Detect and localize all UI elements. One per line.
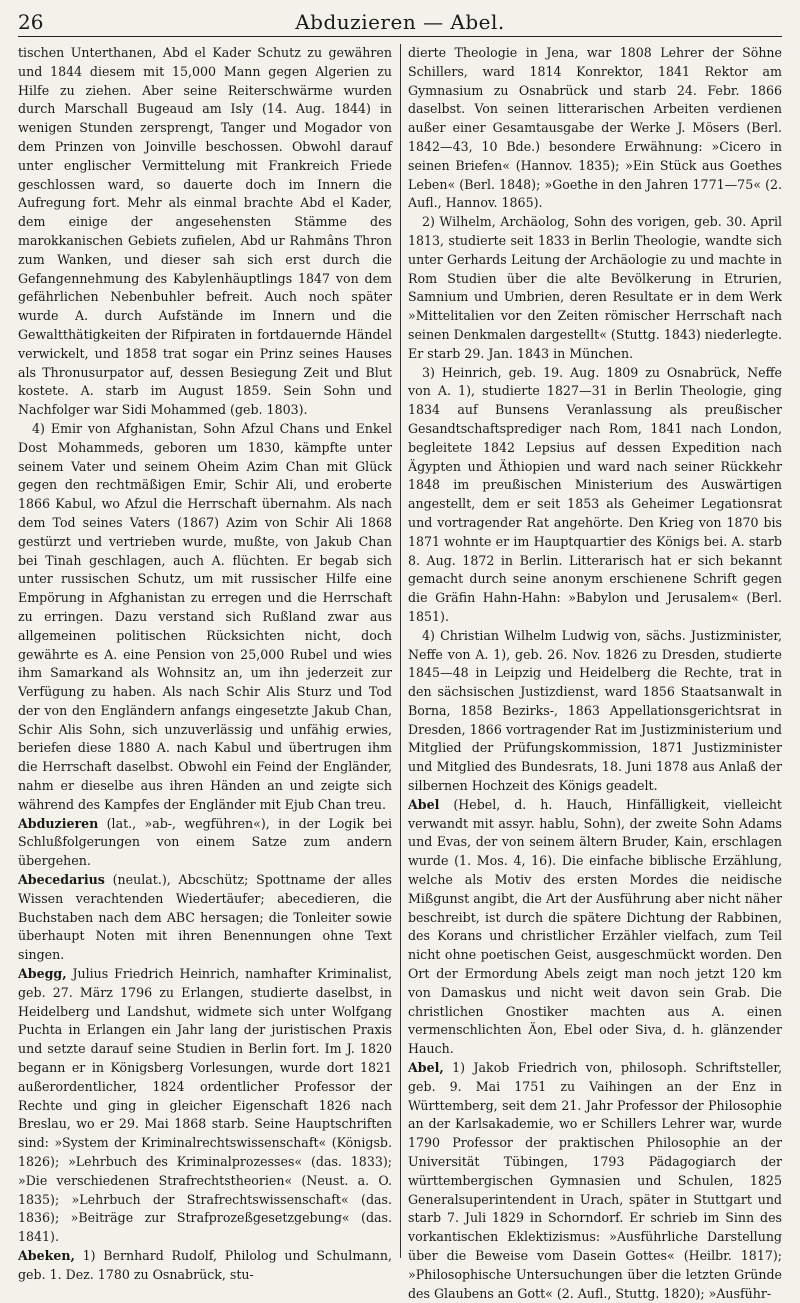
entry-headword: Abduzieren bbox=[18, 815, 99, 831]
running-head: Abduzieren — Abel. bbox=[295, 10, 505, 34]
entry-paragraph bbox=[408, 1059, 782, 1303]
entry-text: 1) Jakob Friedrich von, philosoph. Schriftsteller, geb. 9. Mai 1751 zu Vaihingen an der Enz in Württemberg, seit dem 21. Jahr Professor der Philosophie an der Karlsakademie, wo er Schillers Lehrer war, wurde 1790 Professor der praktischen Philosophie an der Universität Tübingen, 1793 Pädagogiarch der württembergischen Gymnasien und Schulen, 1825 Generalsuperintendent in Urach, später in Stuttgart und starb 7. Juli 1829 in Schorndorf. Er schrieb im Sinn des vorkantischen Eklektizismus: »Ausführliche Darstellung über die Beweise vom Dasein Gottes« (Heilbr. 1817); »Philosophische Untersuchungen über die letzten Gründe des Glaubens an Gott« (2. Aufl., Stuttg. 1820); »Ausführ- bbox=[408, 1060, 782, 1301]
entry-text: (neulat.), Abcschütz; Spottname der alles Wissen verachtenden Wiedertäufer; abecedieren, die Buchstaben nach dem ABC hersagen; die Tonleiter sowie überhaupt Noten mit ihren Benennungen ohne Text singen. bbox=[18, 872, 392, 963]
left-column bbox=[18, 44, 392, 1282]
entry-paragraph bbox=[408, 364, 782, 627]
entry-text: (lat., »ab-, wegführen«), in der Logik bei Schlußfolgerungen von einem Satze zum andern übergehen. bbox=[18, 815, 392, 869]
entry-headword: Abecedarius bbox=[18, 872, 105, 888]
entry-paragraph bbox=[18, 965, 392, 1247]
entry-paragraph bbox=[18, 815, 392, 871]
entry-paragraph bbox=[18, 871, 392, 965]
entry-text: 2) Wilhelm, Archäolog, Sohn des vorigen, geb. 30. April 1813, studierte seit 1833 in Berlin Theologie, wandte sich unter Gerhards Leitung der Archäologie zu und machte in Rom Studien über die alte Bevölkerung in Etrurien, Samnium und Umbrien, deren Resultate er in dem Werk »Mittelitalien vor den Zeiten römischer Herrschaft nach seinen Denkmalen dargestellt« (Stuttg. 1843) niederlegte. Er starb 29. Jan. 1843 in München. bbox=[408, 214, 782, 361]
entry-text: tischen Unterthanen, Abd el Kader Schutz zu gewähren und 1844 diesem mit 15,000 Mann gegen Algerien zu Hilfe zu ziehen. Aber seine Reiterschwärme wurden durch Marschall Bugeaud am Isly (14. Aug. 1844) in wenigen Stunden zersprengt, Tanger und Mogador von dem Prinzen von Joinville beschossen. Obwohl darauf unter englischer Vermittelung mit Frankreich Friede geschlossen ward, so dauerte doch im Innern die Aufregung fort. Mehr als einmal brachte Abd el Kader, dem einige der angesehensten Stämme des marokkanischen Gebiets zufielen, Abd ur Rahmâns Thron zum Wanken, und dieser sah sich erst durch die Gefangennehmung des Kabylenhäuptlings 1847 von dem gefährlichen Nebenbuhler befreit. Auch noch später wurde A. durch Aufstände im Innern und die Gewaltthätigkeiten der Rifpiraten in fortdauernde Händel verwickelt, und 1858 trat sogar ein Prinz seines Hauses als Thronusurpator auf, dessen Besiegung Zeit und Blut kostete. A. starb im August 1859. Sein Sohn und Nachfolger war Sidi Mohammed (geb. 1803). bbox=[18, 45, 392, 418]
right-column bbox=[408, 44, 782, 1301]
entry-paragraph bbox=[18, 1247, 392, 1285]
entry-text: dierte Theologie in Jena, war 1808 Lehrer der Söhne Schillers, ward 1814 Konrektor, 1841 Rektor am Gymnasium zu Osnabrück und starb 24. Febr. 1866 daselbst. Von seinen litterarischen Arbeiten verdienen außer einer Gesamtausgabe der Werke J. Mösers (Berl. 1842—43, 10 Bde.) besondere Erwähnung: »Cicero in seinen Briefen« (Hannov. 1835); »Ein Stück aus Goethes Leben« (Berl. 1848); »Goethe in den Jahren 1771—75« (2. Aufl., Hannov. 1865). bbox=[408, 45, 782, 211]
page-header bbox=[18, 6, 782, 37]
dictionary-page bbox=[18, 6, 782, 1301]
entry-text: 1) Bernhard Rudolf, Philolog und Schulmann, geb. 1. Dez. 1780 zu Osnabrück, stu- bbox=[18, 1248, 392, 1282]
entry-text: Julius Friedrich Heinrich, namhafter Kriminalist, geb. 27. März 1796 zu Erlangen, studierte daselbst, in Heidelberg und Landshut, widmete sich unter Wolfgang Puchta in Erlangen ein Jahr lang der juristischen Praxis und setzte darauf seine Studien in Berlin fort. Im J. 1820 begann er in Königsberg Vorlesungen, wurde dort 1821 außerordentlicher, 1824 ordentlicher Professor der Rechte und ging in gleicher Eigenschaft 1826 nach Breslau, wo er 29. Mai 1868 starb. Seine Hauptschriften sind: »System der Kriminalrechtswissenschaft« (Königsb. 1826); »Lehrbuch des Kriminalprozesses« (das. 1833); »Die verschiedenen Strafrechtstheorien« (Neust. a. O. 1835); »Lehrbuch der Strafrechtswissenschaft« (das. 1836); »Beiträge zur Strafprozeßgesetzgebung« (das. 1841). bbox=[18, 966, 392, 1245]
entry-text: 4) Emir von Afghanistan, Sohn Afzul Chans und Enkel Dost Mohammeds, geboren um 1830, kämpfte unter seinem Vater und seinem Oheim Azim Chan mit Glück gegen den rechtmäßigen Emir, Schir Ali, und eroberte 1866 Kabul, wo Afzul die Herrschaft übernahm. Als nach dem Tod seines Vaters (1867) Azim von Schir Ali 1868 gestürzt und vertrieben wurde, mußte, von Jakub Chan bei Tinah geschlagen, auch A. flüchten. Er begab sich unter russischen Schutz, um mit russischer Hilfe eine Empörung in Afghanistan zu erregen und die Herrschaft zu erringen. Dazu verstand sich Rußland zwar aus allgemeinen politischen Rücksichten nicht, doch gewährte es A. eine Pension von 25,000 Rubel und wies ihm Samarkand als Wohnsitz an, um ihn jederzeit zur Verfügung zu haben. Als nach Schir Alis Sturz und Tod der von den Engländern anfangs eingesetzte Jakub Chan, Schir Alis Sohn, sich unzuverlässig und unfähig erwies, beriefen diese 1880 A. nach Kabul und übertrugen ihm die Herrschaft daselbst. Obwohl ein Feind der Engländer, nahm er dieselbe aus ihren Händen an und zeigte sich während des Kampfes der Engländer mit Ejub Chan treu. bbox=[18, 420, 392, 812]
entry-headword: Abegg, bbox=[18, 966, 67, 982]
entry-paragraph bbox=[408, 796, 782, 1059]
entry-paragraph bbox=[18, 44, 392, 420]
entry-text: 4) Christian Wilhelm Ludwig von, sächs. Justizminister, Neffe von A. 1), geb. 26. Nov. 1826 zu Dresden, studierte 1845—48 in Leipzig und Heidelberg die Rechte, trat in den sächsischen Justizdienst, ward 1856 Staatsanwalt in Borna, 1858 Bezirks-, 1863 Appellationsgerichtsrat in Dresden, 1866 vortragender Rat im Justizministerium und Mitglied der Prüfungskommission, 1871 Justizminister und Mitglied des Bundesrats, 18. Juni 1878 aus Anlaß der silbernen Hochzeit des Königs geadelt. bbox=[408, 627, 782, 794]
entry-paragraph bbox=[408, 627, 782, 796]
entry-text: (Hebel, d. h. Hauch, Hinfälligkeit, vielleicht verwandt mit assyr. hablu, Sohn), der zweite Sohn Adams und Evas, der von seinem ältern Bruder, Kain, erschlagen wurde (1. Mos. 4, 16). Die einfache biblische Erzählung, welche als Motiv des ersten Mordes die neidische Mißgunst angibt, die Art der Ausführung aber nicht näher beschreibt, ist durch die spätere Dichtung der Rabbinen, des Korans und christlicher Erzähler vielfach, zum Teil nicht ohne poetischen Geist, ausgeschmückt worden. Den Ort der Ermordung Abels zeigt man noch jetzt 120 km von Damaskus und nicht weit davon sein Grab. Die christlichen Gnostiker machten aus A. einen vermenschlichten Äon, Ebel oder Siva, d. h. glänzender Hauch. bbox=[408, 796, 782, 1057]
entry-headword: Abel bbox=[408, 796, 440, 812]
page-number: 26 bbox=[18, 10, 44, 34]
entry-headword: Abel, bbox=[408, 1060, 444, 1076]
column-rule bbox=[400, 44, 401, 1258]
entry-text: 3) Heinrich, geb. 19. Aug. 1809 zu Osnabrück, Neffe von A. 1), studierte 1827—31 in Berlin Theologie, ging 1834 auf Bunsens Veranlassung als preußischer Gesandtschaftsprediger nach Rom, 1841 nach London, begleitete 1842 Lepsius auf dessen Expedition nach Ägypten und Äthiopien und ward nach seiner Rückkehr 1848 im preußischen Ministerium des Auswärtigen angestellt, dem er seit 1853 als Geheimer Legationsrat und vortragender Rat angehörte. Den Krieg von 1870 bis 1871 wohnte er im Hauptquartier des Königs bei. A. starb 8. Aug. 1872 in Berlin. Litterarisch hat er sich bekannt gemacht durch seine anonym erschienene Schrift gegen die Gräfin Hahn-Hahn: »Babylon und Jerusalem« (Berl. 1851). bbox=[408, 364, 782, 624]
entry-paragraph bbox=[408, 213, 782, 363]
entry-paragraph bbox=[18, 420, 392, 815]
entry-headword: Abeken, bbox=[18, 1248, 75, 1263]
entry-paragraph bbox=[408, 44, 782, 213]
